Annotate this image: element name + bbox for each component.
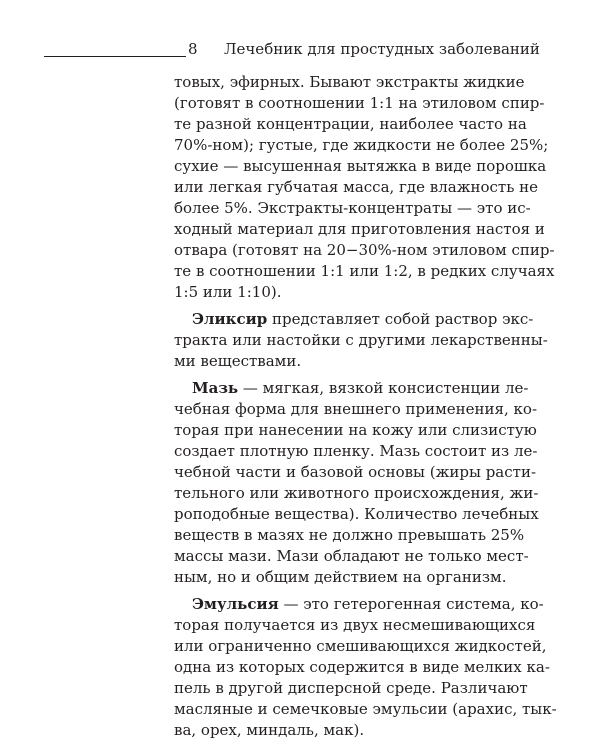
paragraph-emulsion: [174, 594, 557, 741]
text-line: создает плотную пленку. Мазь состоит из ле-: [174, 442, 538, 460]
text-line: одна из которых содержится в виде мелких ка-: [174, 658, 550, 676]
text-line: пель в другой дисперсной среде. Различают: [174, 679, 528, 697]
paragraph-elixir: [174, 309, 548, 372]
header-rule: [44, 56, 186, 57]
text-line: [174, 594, 544, 615]
text-line: сухие — высушенная вытяжка в виде порошка: [174, 157, 547, 175]
text-line: чебной части и базовой основы (жиры расти-: [174, 463, 537, 481]
term-elixir: Эликсир: [192, 310, 268, 328]
term-definition-start: — мягкая, вязкой консистенции ле-: [238, 379, 529, 397]
text-line: тракта или настойки с другими лекарственны-: [174, 331, 548, 349]
text-line: или ограниченно смешивающихся жидкостей,: [174, 637, 547, 655]
text-line: тельного или животного происхождения, жи-: [174, 484, 539, 502]
text-line: (готовят в соотношении 1:1 на этиловом спир-: [174, 94, 545, 112]
text-line: отвара (готовят на 20−30%-ном этиловом спир-: [174, 241, 555, 259]
running-title: Лечебник для простудных заболеваний: [224, 40, 540, 58]
body-text: [174, 72, 557, 747]
text-line: торая получается из двух несмешивающихся: [174, 616, 536, 634]
text-line: [174, 378, 529, 399]
text-line: 70%-ном); густые, где жидкости не более 25%;: [174, 136, 549, 154]
text-line: массы мази. Мази обладают не только мест-: [174, 547, 529, 565]
term-emulsion: Эмульсия: [192, 595, 279, 613]
running-header: [44, 40, 540, 64]
text-line: или легкая губчатая масса, где влажность не: [174, 178, 539, 196]
text-line: ва, орех, миндаль, мак).: [174, 721, 365, 739]
text-line: веществ в мазях не должно превышать 25%: [174, 526, 525, 544]
text-line: роподобные вещества). Количество лечебных: [174, 505, 539, 523]
text-line: чебная форма для внешнего применения, ко-: [174, 400, 538, 418]
paragraph-ointment: [174, 378, 539, 588]
term-definition-start: представляет собой раствор экс-: [267, 310, 534, 328]
text-line: ным, но и общим действием на организм.: [174, 568, 507, 586]
page-number: 8: [188, 40, 198, 58]
paragraph-extracts: [174, 72, 555, 303]
text-line: товых, эфирных. Бывают экстракты жидкие: [174, 73, 525, 91]
text-line: [174, 309, 534, 330]
text-line: те в соотношении 1:1 или 1:2, в редких случаях: [174, 262, 555, 280]
term-ointment: Мазь: [192, 379, 239, 397]
text-line: более 5%. Экстракты-концентраты — это ис-: [174, 199, 531, 217]
text-line: те разной концентрации, наиболее часто на: [174, 115, 527, 133]
text-line: 1:5 или 1:10).: [174, 283, 282, 301]
text-line: торая при нанесении на кожу или слизистую: [174, 421, 537, 439]
text-line: ходный материал для приготовления настоя и: [174, 220, 545, 238]
term-definition-start: — это гетерогенная система, ко-: [278, 595, 544, 613]
text-line: ми веществами.: [174, 352, 302, 370]
text-line: масляные и семечковые эмульсии (арахис, тык-: [174, 700, 557, 718]
